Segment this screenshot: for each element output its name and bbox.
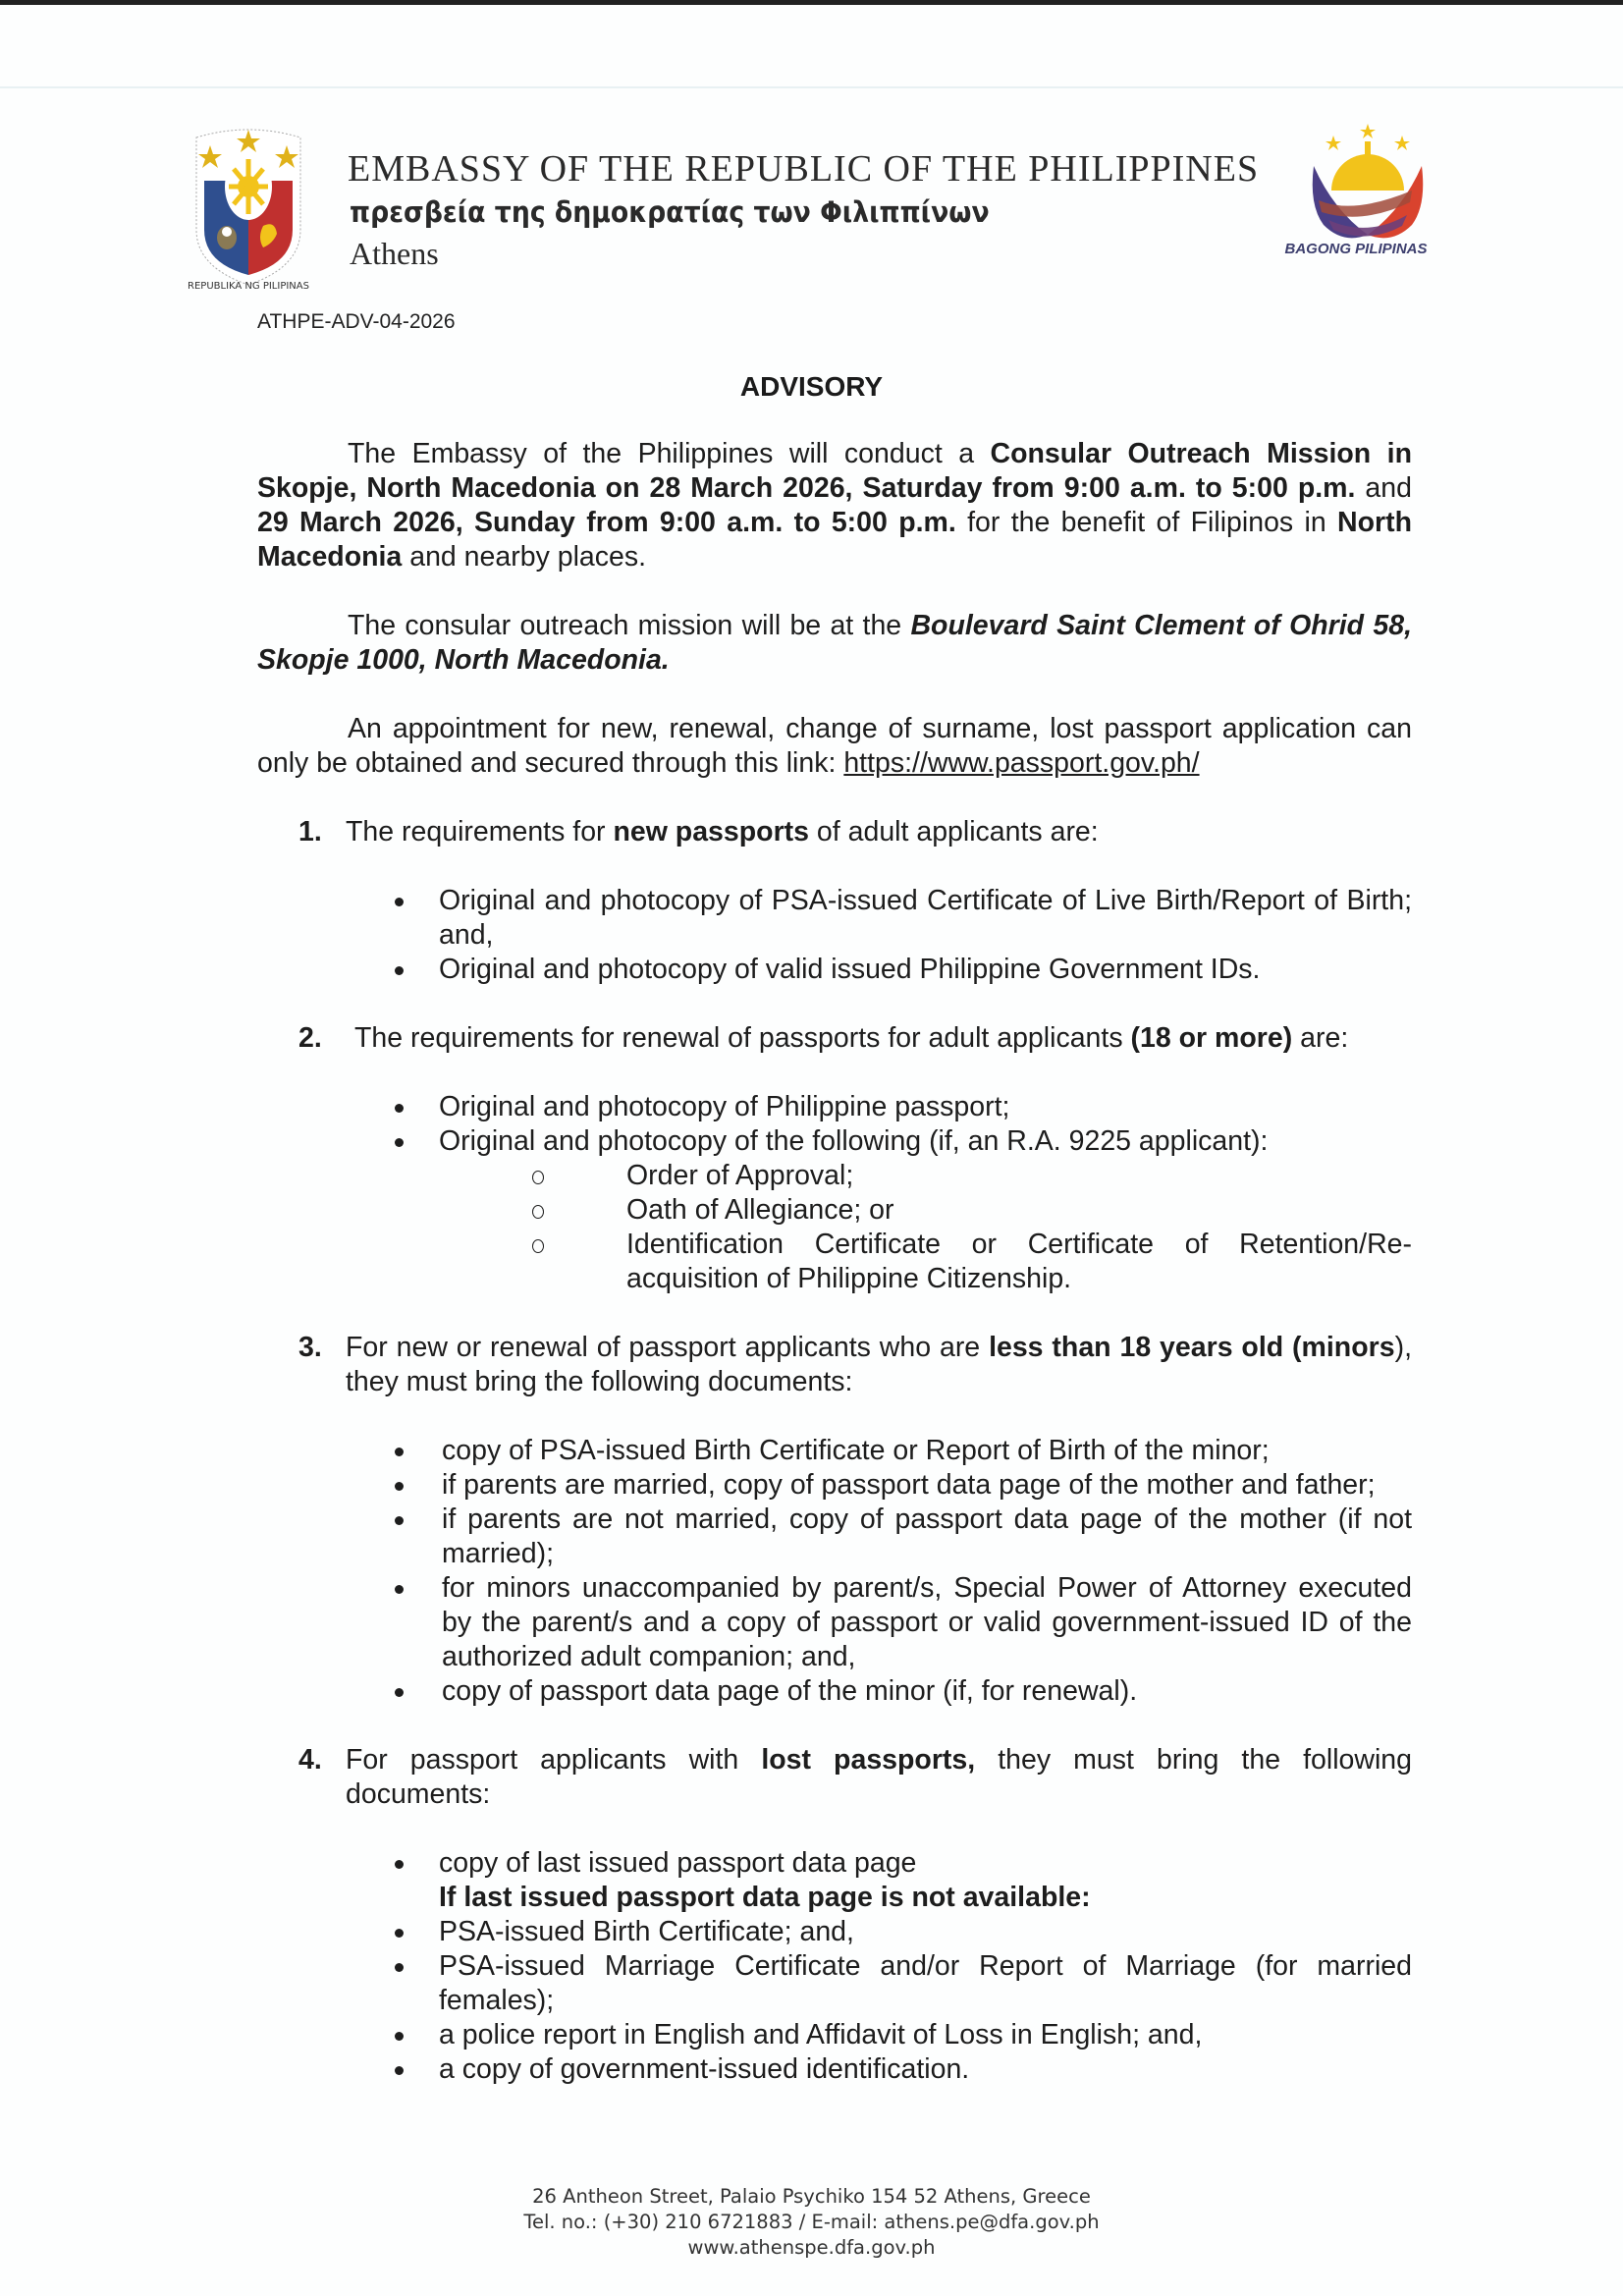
circle-bullet-icon [532,1171,544,1184]
ra9225-sublist [257,1159,1412,1296]
footer-website[interactable]: www.athenspe.dfa.gov.ph [687,2236,936,2259]
sub-list-item: Identification Certificate or Certificate of Retention/Re-acquisition of Philippine Citizenship. [257,1228,1412,1296]
list-item: if parents are married, copy of passport data page of the mother and father; [257,1468,1412,1503]
list-item: PSA-issued Birth Certificate; and, [257,1915,1412,1949]
passport-appointment-link[interactable]: https://www.passport.gov.ph/ [843,747,1200,779]
sub-list-item: Order of Approval; [257,1159,1412,1193]
bagong-pilipinas-label: BAGONG PILIPINAS [1284,241,1428,257]
footer-contact: Tel. no.: (+30) 210 6721883 / E-mail: athens.pe@dfa.gov.ph [523,2211,1100,2233]
list-item: PSA-issued Marriage Certificate and/or Report of Marriage (for married females); [257,1949,1412,2018]
list-item: Original and photocopy of Philippine passport; [257,1090,1412,1124]
embassy-title: EMBASSY OF THE REPUBLIC OF THE PHILIPPINES [348,148,1260,190]
list-item: Original and photocopy of valid issued Philippine Government IDs. [257,953,1412,987]
bullet-icon [395,1860,404,1869]
list-item: if parents are not married, copy of passport data page of the mother (if not married); [257,1503,1412,1571]
sub-list-item: Oath of Allegiance; or [257,1193,1412,1228]
bullet-icon [395,898,404,906]
bullet-icon [395,1929,404,1938]
bagong-pilipinas-logo-icon [1294,122,1441,259]
list-item: Original and photocopy of the following (if, an R.A. 9225 applicant): Order of Approval; Oath of Allegiance; or Identification Certificate or Certificate of Retention/Re-acquisition of Philippine Citizenship. [257,1124,1412,1296]
list-item: a police report in English and Affidavit of Loss in English; and, [257,2018,1412,2052]
list-item: copy of last issued passport data page If last issued passport data page is not available: [257,1846,1412,1915]
bullet-icon [395,1688,404,1697]
document-title: ADVISORY [739,371,884,402]
philippine-coat-of-arms-icon [175,120,322,292]
section-lost-passports: 4. For passport applicants with lost passports, they must bring the following documents: [298,1744,1413,1810]
svg-text:REPUBLIKA NG PILIPINAS: REPUBLIKA NG PILIPINAS [188,281,309,292]
letter-footer [0,2184,1623,2261]
new-passport-requirements-list [257,884,1412,987]
bullet-icon [395,1482,404,1491]
list-item: copy of passport data page of the minor (if, for renewal). [257,1674,1412,1709]
venue-address: Boulevard Saint Clement of Ohrid 58, Skopje 1000, North Macedonia. [257,610,1412,676]
intro-paragraph-appointment: An appointment for new, renewal, change of surname, lost passport application can only be obtained and secured through this link: https://www.passport.gov.ph/ [257,713,1412,779]
renewal-requirements-list [257,1090,1412,1296]
list-item: copy of PSA-issued Birth Certificate or Report of Birth of the minor; [257,1434,1412,1468]
scan-top-edge [0,0,1623,5]
section-new-passports: 1. The requirements for new passports of adult applicants are: [298,816,1099,847]
list-item: Original and photocopy of PSA-issued Certificate of Live Birth/Report of Birth; and, [257,884,1412,953]
bullet-icon [395,1963,404,1972]
bullet-icon [395,2066,404,2075]
embassy-title-greek: πρεσβεία της δημοκρατίας των Φιλιππίνων [350,195,990,229]
bullet-icon [395,966,404,975]
minors-requirements-list [257,1434,1412,1709]
bullet-icon [395,1104,404,1113]
advisory-body [257,437,1412,2121]
section-renewal-passports: 2. The requirements for renewal of passports for adult applicants (18 or more) are: [298,1022,1349,1054]
list-item: a copy of government-issued identification. [257,2052,1412,2087]
intro-paragraph-venue: The consular outreach mission will be at the Boulevard Saint Clement of Ohrid 58, Skopje 1000, North Macedonia. [257,610,1412,676]
reference-number: ATHPE-ADV-04-2026 [257,310,456,333]
circle-bullet-icon [532,1205,544,1219]
intro-paragraph-schedule: The Embassy of the Philippines will conduct a Consular Outreach Mission in Skopje, North Macedonia on 28 March 2026, Saturday from 9:00 a.m. to 5:00 p.m. and 29 March 2026, Sunday from 9:00 a.m. to 5:00 p.m. for the benefit of Filipinos in North Macedonia and nearby places. [257,438,1412,573]
footer-address: 26 Antheon Street, Palaio Psychiko 154 52 Athens, Greece [532,2185,1091,2208]
list-item: for minors unaccompanied by parent/s, Special Power of Attorney executed by the parent/s and a copy of passport or valid government-issued ID of the authorized adult companion; and, [257,1571,1412,1674]
unavailable-data-page-note: If last issued passport data page is not available: [439,1882,1091,1913]
bullet-icon [395,2032,404,2041]
bullet-icon [395,1138,404,1147]
section-minors: 3. For new or renewal of passport applicants who are less than 18 years old (minors), they must bring the following documents: [298,1332,1412,1397]
circle-bullet-icon [532,1239,544,1253]
bullet-icon [395,1516,404,1525]
lost-passport-requirements-list [257,1846,1412,2087]
embassy-city: Athens [350,236,439,271]
scan-artifact-line [0,86,1623,88]
bullet-icon [395,1448,404,1456]
bullet-icon [395,1585,404,1594]
